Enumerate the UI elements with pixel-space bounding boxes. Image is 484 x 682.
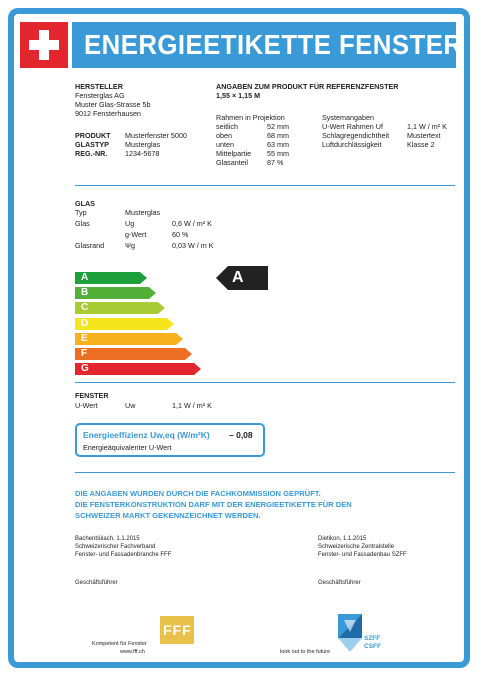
divider (75, 185, 455, 186)
energy-class-letter: B (81, 287, 89, 299)
fff-logo-icon: FFF (160, 616, 194, 644)
system-heading: Systemangaben (322, 113, 374, 122)
product-label: PRODUKT (75, 131, 111, 140)
projection-row-label: Mittelpartie (216, 149, 252, 158)
energy-class-letter: F (81, 348, 88, 359)
uw-value: 1,1 W / m² K (172, 401, 212, 410)
energy-class-bar (75, 348, 192, 360)
manufacturer-line: Muster Glas-Strasse 5b (75, 100, 151, 109)
energy-class-bar (75, 287, 156, 299)
page-title: ENERGIEETIKETTE FENSTER (84, 29, 463, 60)
energy-class-bar (75, 318, 174, 330)
energy-class-bar (75, 363, 201, 375)
glasstype-value: Musterglas (125, 140, 161, 149)
system-row-value: 1,1 W / m² K (407, 122, 447, 131)
szff-text: SZFF (364, 635, 381, 642)
psi-value: 0,03 W / m K (172, 241, 214, 250)
window-heading: FENSTER (75, 391, 109, 400)
reference-size: 1,55 × 1,15 M (216, 91, 261, 100)
energy-class-letter: E (81, 332, 88, 344)
fff-caption: Kompetent für Fenster (92, 641, 147, 647)
energy-class-bar (75, 302, 165, 314)
signature-org: Schweizerischer Fachverband (75, 544, 156, 550)
projection-row-value: 87 % (267, 158, 284, 167)
approval-note-line: DIE FENSTERKONSTRUKTION DARF MIT DER ENERGIEETIKETTE FÜR DEN (75, 500, 352, 509)
energy-class-bar (75, 272, 147, 284)
glass-typ-label: Typ (75, 208, 87, 217)
projection-row-value: 63 mm (267, 140, 289, 149)
approval-note-line: SCHWEIZER MARKT GEKENNZEICHNET WERDEN. (75, 511, 261, 520)
glass-glas-label: Glas (75, 219, 90, 228)
szff-caption: look out to the future (280, 649, 331, 655)
efficiency-box (75, 423, 265, 457)
projection-row-label: oben (216, 131, 232, 140)
regnr-value: 1234-5678 (125, 149, 160, 158)
projection-label: Rahmen in Projektion (216, 113, 285, 122)
energy-class-letter: G (81, 363, 89, 375)
projection-row-label: seitlich (216, 122, 238, 131)
g-value: 60 % (172, 230, 189, 239)
signature-place-date: Dietikon, 1.1.2015 (318, 536, 367, 542)
signature-org: Schweizerische Zentralstelle (318, 544, 395, 550)
manufacturer-line: 9012 Fensterhausen (75, 109, 141, 118)
efficiency-value: – 0,08 (229, 430, 253, 440)
efficiency-sublabel: Energieäquivalenter U-Wert (83, 443, 172, 452)
csff-text: CSFF (364, 643, 381, 650)
rating-indicator (216, 266, 268, 290)
divider (75, 382, 455, 383)
energy-class-bar (75, 333, 183, 345)
glasrand-label: Glasrand (75, 241, 105, 250)
signature-org: Fenster- und Fassadenbranche FFF (75, 552, 172, 558)
efficiency-label: Energieeffizienz Uw,eq (W/m²K) (83, 430, 210, 440)
projection-row-value: 68 mm (267, 131, 289, 140)
glass-heading: GLAS (75, 199, 95, 208)
energy-class-letter: C (81, 302, 89, 314)
manufacturer-heading: HERSTELLER (75, 82, 123, 91)
projection-row-label: unten (216, 140, 234, 149)
system-row-value: Klasse 2 (407, 140, 435, 149)
regnr-label: REG.-NR. (75, 149, 108, 158)
energy-class-letter: D (81, 317, 89, 329)
projection-row-label: Glasanteil (216, 158, 248, 167)
glasstype-label: GLASTYP (75, 140, 109, 149)
signature-org: Fenster- und Fassadenbau SZFF (318, 552, 407, 558)
manufacturer-line: Fensterglas AG (75, 91, 125, 100)
divider (75, 472, 455, 473)
psi-symbol: Ψg (125, 241, 136, 250)
projection-row-value: 52 mm (267, 122, 289, 131)
glass-typ-value: Musterglas (125, 208, 161, 217)
ug-value: 0,6 W / m² K (172, 219, 212, 228)
system-row-label: Luftdurchlässigkeit (322, 140, 382, 149)
system-row-label: Schlagregendichtheit (322, 131, 390, 140)
reference-heading: ANGABEN ZUM PRODUKT FÜR REFERENZFENSTER (216, 82, 399, 91)
projection-row-value: 55 mm (267, 149, 289, 158)
uw-symbol: Uw (125, 401, 136, 410)
signature-role: Geschäftsführer (318, 580, 361, 586)
ug-symbol: Ug (125, 219, 135, 228)
uw-label: U-Wert (75, 401, 98, 410)
approval-note-line: DIE ANGABEN WURDEN DURCH DIE FACHKOMMISSION GEPRÜFT. (75, 489, 321, 498)
title-bar (72, 22, 463, 68)
swiss-flag-icon (20, 22, 68, 68)
system-row-value: Mustertext (407, 131, 441, 140)
fff-url: www.fff.ch (120, 649, 145, 655)
rating-letter: A (232, 269, 244, 286)
system-row-label: U-Wert Rahmen Uf (322, 122, 383, 131)
g-label: g-Wert (125, 230, 147, 239)
product-value: Musterfenster 5000 (125, 131, 187, 140)
signature-role: Geschäftsführer (75, 580, 118, 586)
energy-class-letter: A (81, 272, 89, 283)
signature-place-date: Bachenbülach, 1.1.2015 (75, 536, 140, 542)
header (20, 22, 463, 68)
